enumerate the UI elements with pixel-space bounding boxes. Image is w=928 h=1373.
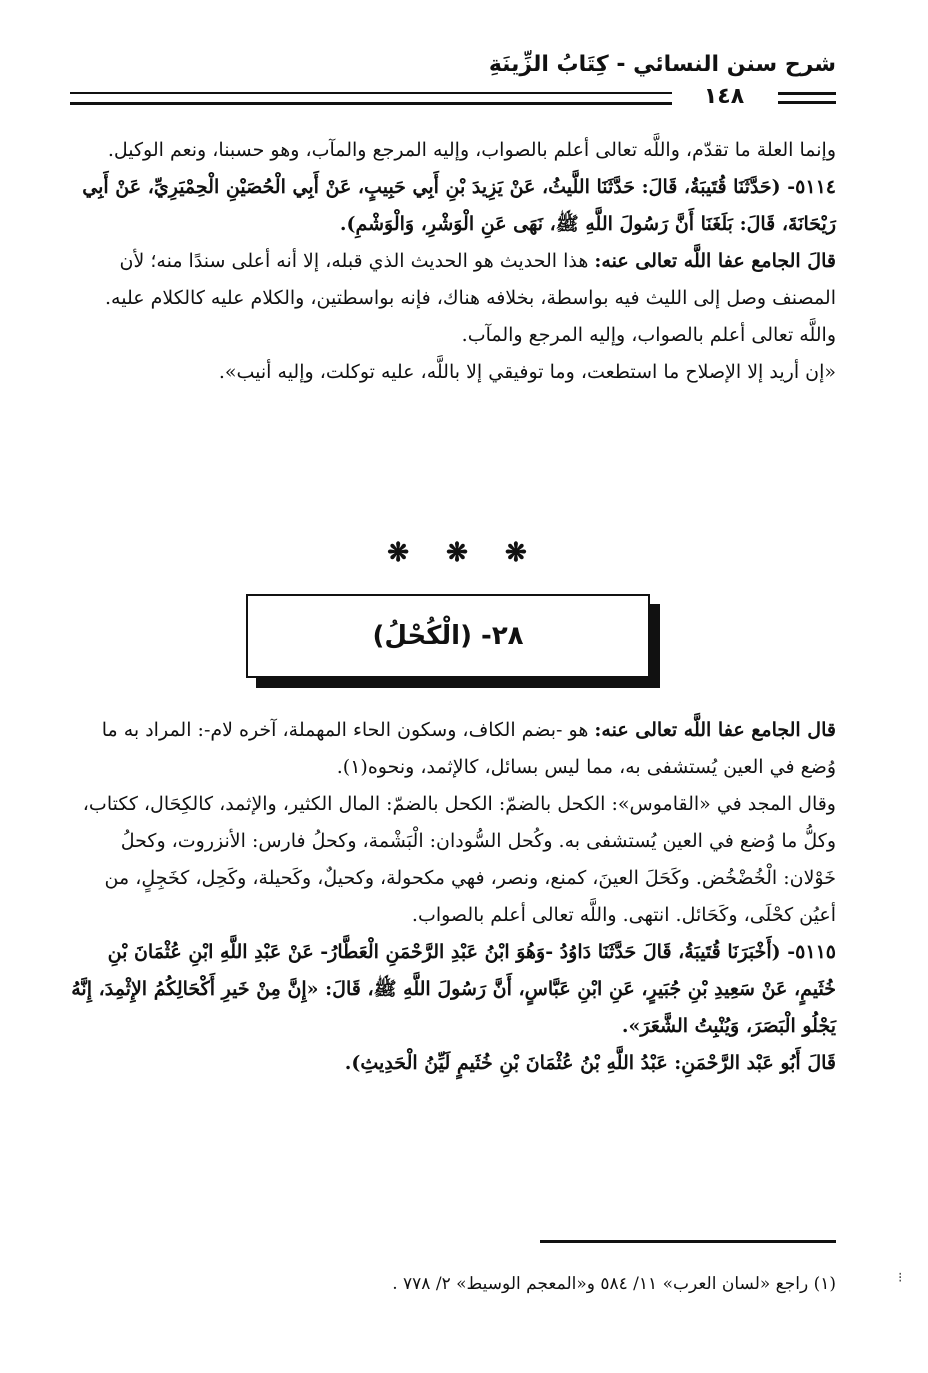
lower-text-block bbox=[70, 712, 836, 1082]
commentary-text: هذا الحديث هو الحديث الذي قبله، إلا أنه أعلى سندًا منه؛ لأن المصنف وصل إلى الليث فيه بواسطة، بخلافه هناك، فإنه بواسطتين، والكلام عليه كالكلام عليه. واللَّه تعالى أعلم بالصواب، وإليه المرجع والمآب. bbox=[105, 250, 836, 346]
commentary-paragraph bbox=[70, 712, 836, 786]
header-rule bbox=[778, 92, 836, 95]
abu-abdurrahman-note: قَالَ أَبُو عَبْد الرَّحْمَنِ: عَبْدُ اللَّهِ بْنُ عُثْمَانَ بْنِ خُثَيمٍ لَيِّنُ الْحَدِيثِ). bbox=[344, 1052, 836, 1074]
section-separator: ❋ ❋ ❋ bbox=[387, 538, 541, 568]
chapter-title: ٢٨- (الْكُحْلُ) bbox=[372, 621, 524, 651]
majd-paragraph: وقال المجد في «القاموس»: الكحل بالضمّ: الكحل بالضمّ: المال الكثير، والإثمد، كالكِحَال، ككتاب، وكلُّ ما وُضع في العين يُستشفى به. وكُحل السُّودان: الْبَشْمة، وكحلُ فارس: الأنزروت، وكحلُ خَوْلان: الْخُضْخُض. وكَحَلَ العينَ، كمنع، ونصر، فهي مكحولة، وكحيلٌ، وكَحيلة، وكَحِل، كخَجِلٍ، من أعيُن كحْلَى، وكَحَائل. انتهى. واللَّه تعالى أعلم بالصواب. bbox=[82, 793, 836, 926]
hadith-5115: ٥١١٥- (أَخْبَرَنَا قُتَيبَةُ، قَالَ حَدَّثَنَا دَاوُدُ -وَهُوَ ابْنُ عَبْدِ الرَّحْمَنِ الْعَطَّارُ- عَنْ عَبْدِ اللَّهِ ابْنِ عُثْمَانَ بْنِ خُثَيمٍ، عَنْ سَعِيدِ بْنِ جُبَيرٍ، عَنِ ابْنِ عَبَّاسٍ، أَنَّ رَسُولَ اللَّهِ ﷺ، قَالَ: «إِنَّ مِنْ خَيرِ أَكْحَالِكُمُ الإِثْمِدَ، إِنَّهُ يَجْلُو الْبَصَرَ، وَيُنْبِتُ الشَّعَرَ». bbox=[71, 941, 836, 1037]
header-rule bbox=[70, 92, 672, 94]
running-title: شرح سنن النسائي - كِتَابُ الزِّينَةِ bbox=[488, 52, 836, 77]
footnote: (١) راجع «لسان العرب» ١١/ ٥٨٤ و«المعجم الوسيط» ٢/ ٧٧٨ . bbox=[392, 1274, 836, 1294]
commentary-text: هو -بضم الكاف، وسكون الحاء المهملة، آخره لام-: المراد به ما وُضع في العين يُستشفى به، مما ليس بسائل، كالإثمد، ونحوه(١). bbox=[101, 719, 836, 778]
chapter-title-box bbox=[246, 594, 650, 678]
commentary-label: قال الجامع عفا اللَّه تعالى عنه: bbox=[594, 719, 836, 741]
header-rule bbox=[778, 101, 836, 104]
margin-mark: ⁝ bbox=[898, 1270, 903, 1286]
upper-text-block bbox=[70, 132, 836, 391]
footnote-rule bbox=[540, 1240, 836, 1243]
hadith-5114: ٥١١٤- (حَدَّثَنَا قُتَيبَةُ، قَالَ: حَدَّثَنَا اللَّيثُ، عَنْ يَزِيدَ بْنِ أَبِي حَبِيبٍ، عَنْ أَبِي الْحُصَيْنِ الْحِمْيَرِيِّ، عَنْ أَبِي رَيْحَانَةَ، قَالَ: بَلَغَنَا أَنَّ رَسُولَ اللَّهِ ﷺ، نَهَى عَنِ الْوَشْرِ، وَالْوَشْمِ). bbox=[82, 176, 836, 235]
quran-quote: «إن أريد إلا الإصلاح ما استطعت، وما توفيقي إلا باللَّه، عليه توكلت، وإليه أنيب». bbox=[218, 361, 836, 383]
intro-paragraph: وإنما العلة ما تقدّم، واللَّه تعالى أعلم بالصواب، وإليه المرجع والمآب، وهو حسبنا، ونعم الوكيل. bbox=[107, 139, 836, 161]
commentary-paragraph bbox=[70, 243, 836, 354]
commentary-label: قالَ الجامع عفا اللَّه تعالى عنه: bbox=[594, 250, 836, 272]
page-number: ١٤٨ bbox=[703, 84, 745, 109]
header-rule bbox=[70, 102, 672, 105]
